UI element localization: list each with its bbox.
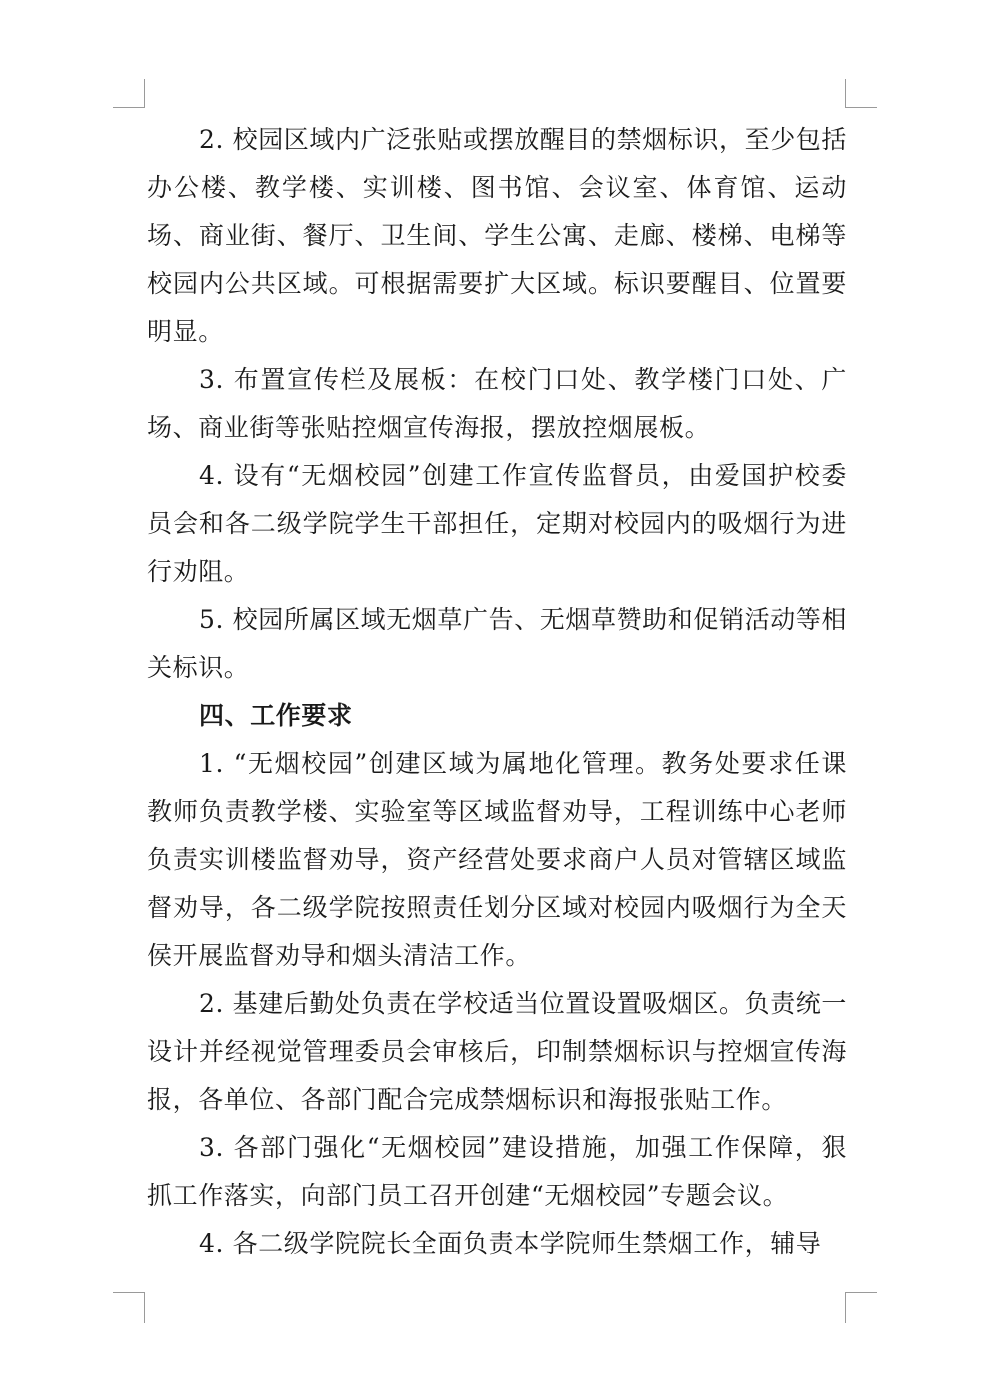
requirement-item-3: 3. 各部门强化“无烟校园”建设措施，加强工作保障，狠抓工作落实，向部门员工召开创建“无烟校园”专题会议。	[147, 1133, 847, 1210]
document-body	[147, 116, 847, 1268]
requirement-item-1: 1. “无烟校园”创建区域为属地化管理。教务处要求任课教师负责教学楼、实验室等区域监督劝导，工程训练中心老师负责实训楼监督劝导，资产经营处要求商户人员对管辖区域监督劝导，各二级学院按照责任划分区域对校园内吸烟行为全天侯开展监督劝导和烟头清洁工作。	[147, 749, 847, 970]
paragraph-item-5: 5. 校园所属区域无烟草广告、无烟草赞助和促销活动等相关标识。	[147, 605, 848, 682]
section-heading: 四、工作要求	[199, 701, 353, 730]
paragraph-item-3: 3. 布置宣传栏及展板：在校门口处、教学楼门口处、广场、商业街等张贴控烟宣传海报，摆放控烟展板。	[147, 365, 847, 442]
requirement-item-4: 4. 各二级学院院长全面负责本学院师生禁烟工作，辅导	[199, 1229, 822, 1258]
crop-mark-bottom-right	[845, 1292, 877, 1323]
paragraph-item-4: 4. 设有“无烟校园”创建工作宣传监督员，由爱国护校委员会和各二级学院学生干部担任，定期对校园内的吸烟行为进行劝阻。	[147, 461, 847, 586]
crop-mark-top-left	[113, 79, 145, 108]
paragraph-item-2: 2. 校园区域内广泛张贴或摆放醒目的禁烟标识，至少包括办公楼、教学楼、实训楼、图书馆、会议室、体育馆、运动场、商业街、餐厅、卫生间、学生公寓、走廊、楼梯、电梯等校园内公共区域。可根据需要扩大区域。标识要醒目、位置要明显。	[147, 125, 848, 346]
crop-mark-top-right	[845, 79, 877, 108]
requirement-item-2: 2. 基建后勤处负责在学校适当位置设置吸烟区。负责统一设计并经视觉管理委员会审核后，印制禁烟标识与控烟宣传海报，各单位、各部门配合完成禁烟标识和海报张贴工作。	[147, 989, 848, 1114]
crop-mark-bottom-left	[113, 1292, 145, 1323]
